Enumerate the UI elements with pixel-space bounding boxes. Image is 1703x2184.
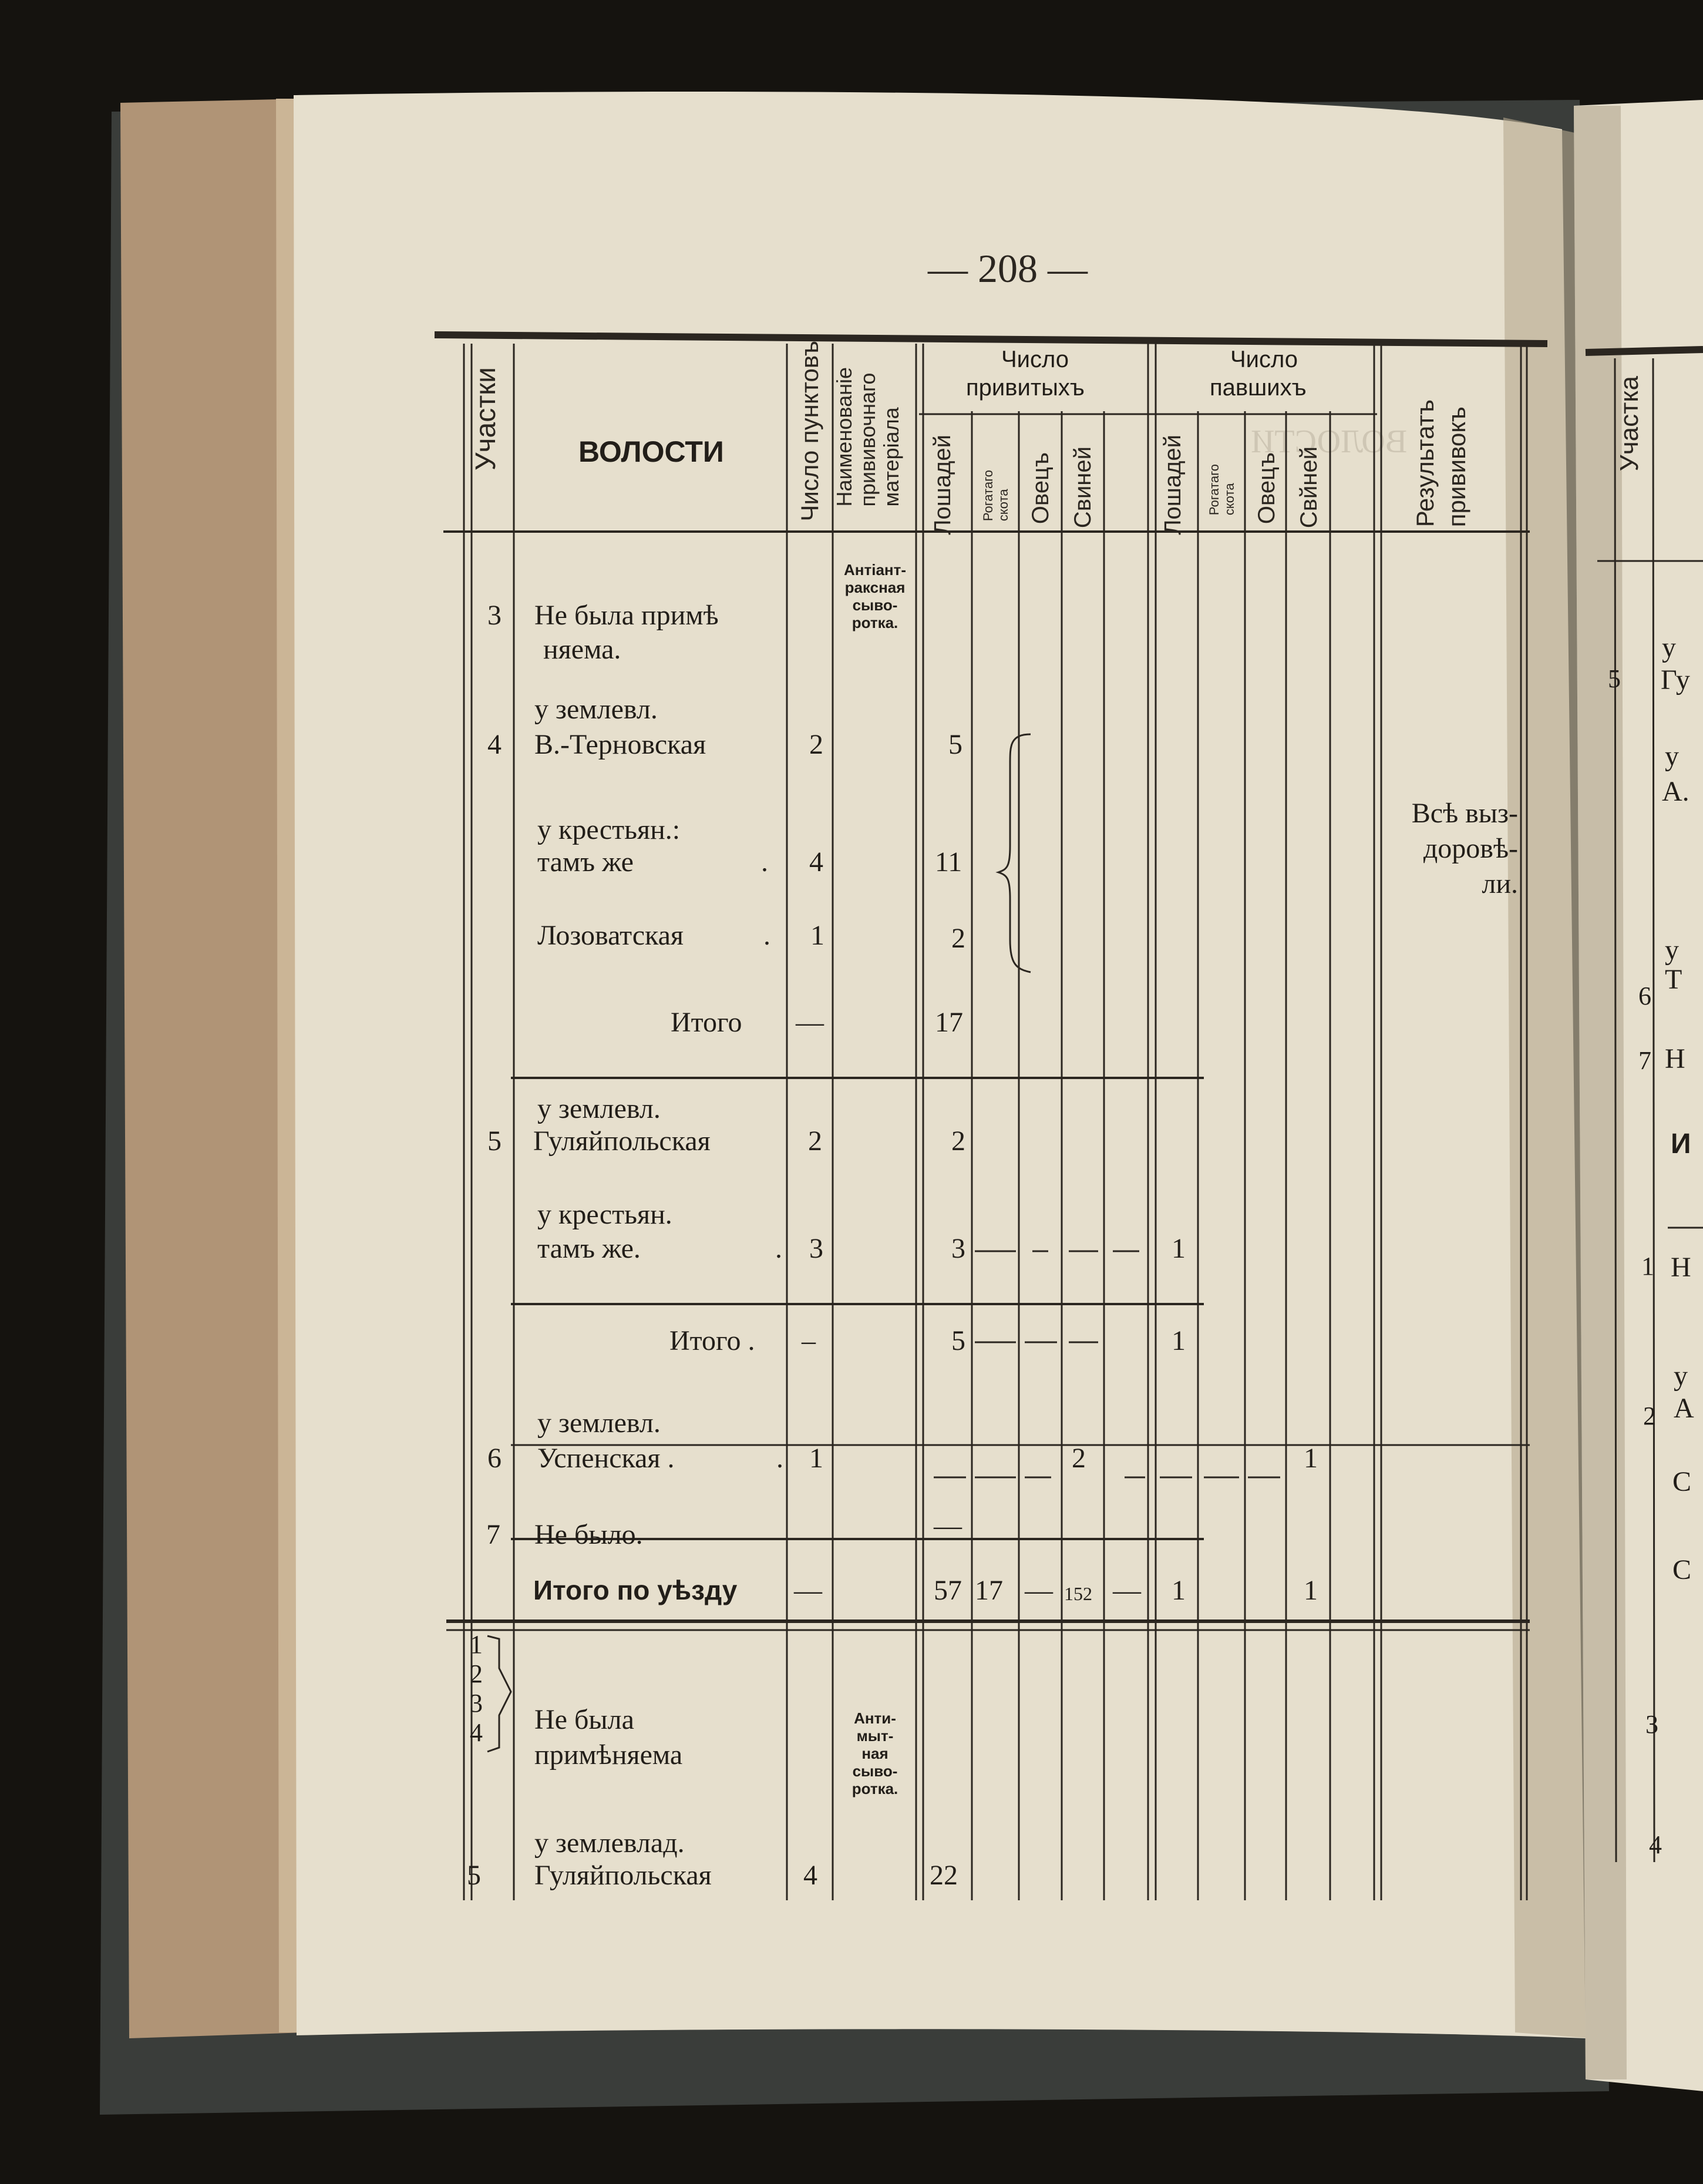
row2-horses: 5: [948, 729, 962, 760]
col-header-sheep: Овецъ: [1028, 452, 1054, 525]
row7-name: тамъ же.: [537, 1233, 641, 1264]
row4-horses: 2: [951, 923, 965, 954]
row13-horses: 22: [930, 1860, 958, 1891]
row6-prefix: у землевл.: [537, 1093, 661, 1124]
col-header-cattle: Рогатаго скота: [981, 470, 1011, 522]
right-line-12: С: [1672, 1466, 1692, 1497]
right-num-3: 7: [1638, 1046, 1651, 1075]
row9-num: 6: [487, 1443, 502, 1474]
row8-points: –: [802, 1325, 816, 1356]
col-group-privitykh-2: привитыхъ: [966, 375, 1085, 401]
row9-pigs: 2: [1072, 1443, 1086, 1474]
row7-prefix: у крестьян.: [537, 1199, 672, 1230]
row12-nums: 1 2 3 4: [470, 1630, 483, 1747]
row7-dead-horses: 1: [1172, 1233, 1186, 1264]
col-header-volosti: ВОЛОСТИ: [578, 435, 724, 468]
row4-dot: .: [763, 920, 770, 951]
row3-horses: 11: [935, 846, 962, 878]
material-antiantraks: Антіант- раксная сыво- ротка.: [844, 561, 906, 631]
right-line-2: Гу: [1661, 664, 1690, 695]
row10-name: Не было.: [534, 1519, 643, 1550]
col-header-dead-cattle: Рогатаго скота: [1207, 464, 1237, 516]
row11-points: —: [794, 1575, 822, 1606]
row6-points: 2: [808, 1125, 822, 1157]
row2-points: 2: [809, 729, 823, 760]
row8-horses: 5: [951, 1325, 965, 1356]
row6-horses: 2: [951, 1125, 965, 1157]
row11-dead-pigs: 1: [1304, 1575, 1318, 1606]
col-header-uchastki: Участки: [470, 367, 502, 471]
row11-pigs: 152: [1064, 1583, 1092, 1604]
row9-name: Успенская .: [537, 1443, 675, 1474]
col-header-rezultat: Результатъ прививокъ: [1411, 399, 1470, 527]
row10-num: 7: [486, 1519, 500, 1550]
right-num-5: 2: [1643, 1402, 1656, 1430]
row1-name-b: няема.: [543, 634, 621, 665]
right-num-4: 1: [1641, 1252, 1654, 1281]
row9-dead-pigs: 1: [1304, 1443, 1318, 1474]
col-header-dead-pigs: Свйней: [1296, 446, 1322, 529]
row11-dead-horses: 1: [1172, 1575, 1186, 1606]
row7-horses: 3: [951, 1233, 965, 1264]
row3-prefix: у крестьян.:: [537, 814, 681, 845]
row2-name: В.-Терновская: [534, 729, 706, 760]
right-line-10: у: [1674, 1360, 1688, 1392]
row1-num: 3: [487, 600, 502, 631]
row13-points: 4: [803, 1860, 817, 1891]
row4-name: Лозоватская: [537, 920, 684, 951]
row11-cattle: 17: [975, 1575, 1003, 1606]
row11-name: Итого по уѣзду: [533, 1575, 738, 1605]
right-line-1: у: [1662, 632, 1676, 663]
row4-points: 1: [810, 920, 824, 951]
right-line-8: И: [1671, 1128, 1691, 1160]
right-page-header: Участка: [1615, 376, 1644, 472]
row9-points: 1: [809, 1443, 823, 1474]
row5-horses: 17: [935, 1007, 963, 1038]
row6-name: Гуляйпольская: [533, 1125, 711, 1157]
col-header-dead-horses: Лошадей: [1160, 435, 1186, 535]
row7-points: 3: [809, 1233, 823, 1264]
row13-name: Гуляйпольская: [534, 1860, 712, 1891]
right-num-7: 4: [1649, 1830, 1662, 1859]
row12-name-a: Не была: [534, 1704, 634, 1735]
row13-prefix: у землевлад.: [534, 1827, 685, 1859]
bleed-through-text: ВОЛОСТИ: [1251, 424, 1408, 460]
right-line-11: А: [1674, 1393, 1694, 1424]
right-num-6: 3: [1645, 1710, 1658, 1739]
row5-points: —: [796, 1007, 824, 1038]
page-number: — 208 —: [928, 246, 1088, 291]
right-line-4: А.: [1662, 776, 1689, 807]
row2-prefix: у землевл.: [534, 694, 658, 725]
row12-name-b: примѣняема: [534, 1739, 683, 1770]
col-header-dead-sheep: Овецъ: [1254, 452, 1280, 525]
col-header-horses: Лошадей: [930, 435, 955, 535]
right-line-3: у: [1665, 741, 1679, 772]
row3-points: 4: [809, 846, 823, 878]
result-note: Всѣ выз- доровѣ- ли.: [1411, 798, 1518, 899]
row1-name-a: Не была примѣ: [534, 600, 719, 631]
right-line-7: Н: [1665, 1043, 1685, 1074]
right-num-1: 5: [1608, 664, 1621, 693]
row10-horses: —: [934, 1510, 962, 1541]
row13-num: 5: [467, 1860, 481, 1891]
col-header-material: Наименованіе прививочнаго матеріала: [832, 367, 903, 507]
row9-dot: .: [776, 1443, 783, 1474]
col-group-privitykh-1: Число: [1001, 347, 1069, 372]
right-num-2: 6: [1638, 982, 1651, 1010]
right-line-13: С: [1672, 1554, 1692, 1585]
row8-name: Итого .: [669, 1325, 755, 1356]
col-header-chislo-punktov: Число пунктовъ: [796, 341, 823, 522]
row11-pigs-dash: —: [1113, 1575, 1141, 1606]
row7-dot: .: [775, 1233, 782, 1264]
col-group-pavshikh-2: павшихъ: [1210, 375, 1307, 401]
row3-dot: .: [761, 846, 768, 878]
col-header-pigs: Свиней: [1070, 446, 1096, 529]
row6-num: 5: [487, 1125, 502, 1157]
col-group-pavshikh-1: Число: [1230, 347, 1298, 372]
row11-sheep: —: [1025, 1575, 1053, 1606]
right-line-6: Т: [1665, 964, 1682, 995]
row11-horses: 57: [934, 1575, 962, 1606]
material-antimyt: Анти- мыт- ная сыво- ротка.: [852, 1709, 898, 1797]
row8-dead-horses: 1: [1172, 1325, 1186, 1356]
right-line-5: у: [1665, 935, 1679, 966]
right-line-9: Н: [1671, 1252, 1691, 1283]
row5-name: Итого: [671, 1007, 742, 1038]
row9-prefix: у землевл.: [537, 1407, 661, 1439]
row3-name: тамъ же: [537, 846, 634, 878]
row2-num: 4: [487, 729, 502, 760]
